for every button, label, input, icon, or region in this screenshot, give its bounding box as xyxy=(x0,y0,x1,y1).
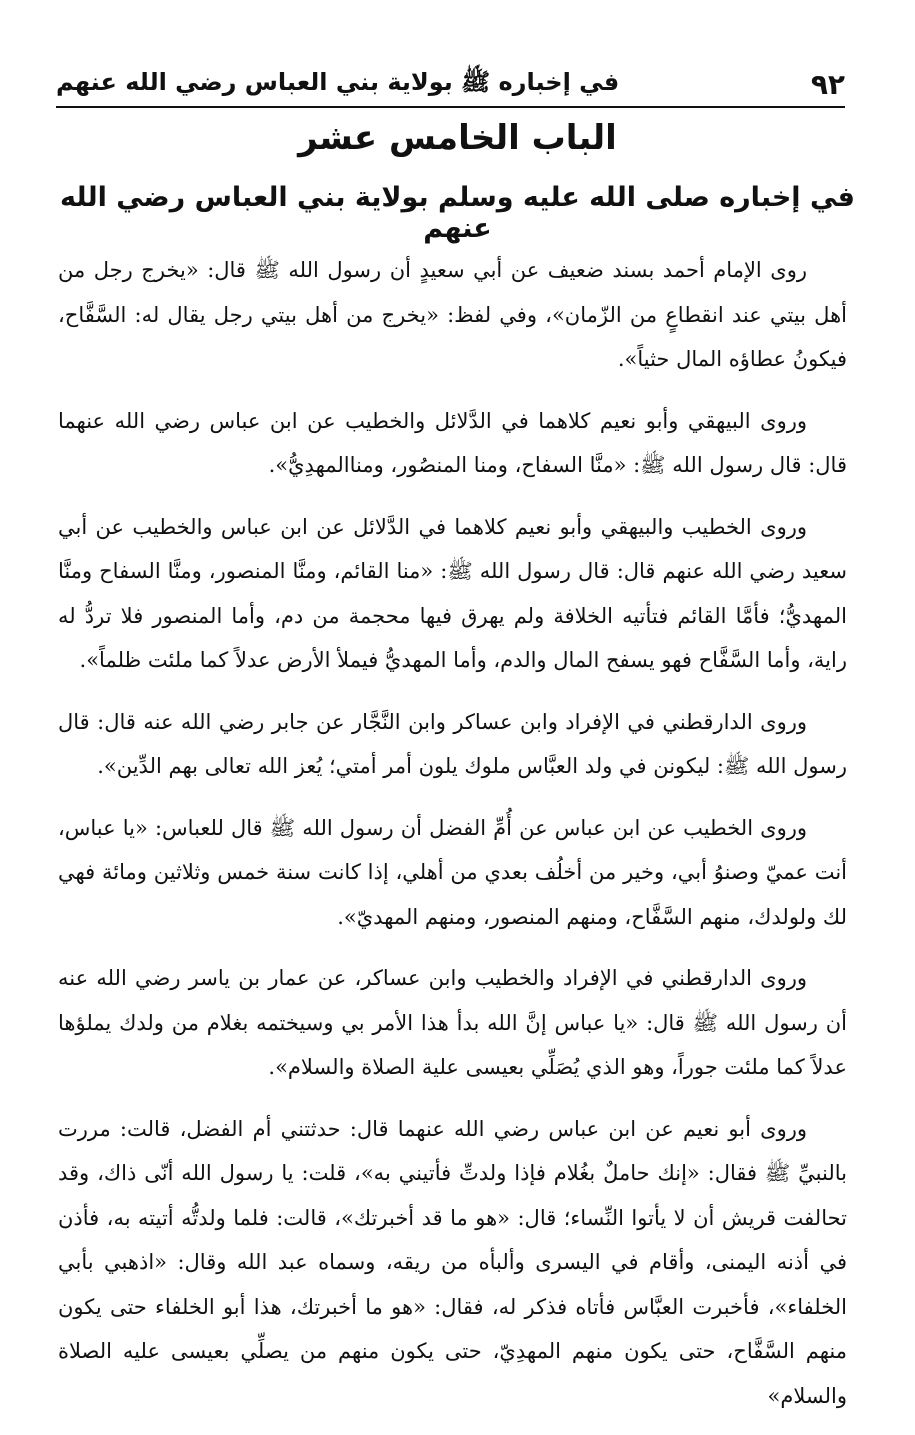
page-number: ٩٢ xyxy=(810,67,845,101)
paragraph: روى الإمام أحمد بسند ضعيف عن أبي سعيدٍ أن رسول الله ﷺ قال: «يخرج رجل من أهل بيتي عند انقطاعٍ من الزّمان»، وفي لفظ: «يخرج من أهل بيتي رجل يقال له: السَّفَّاح، فيكونُ عطاؤه المال حثياً». xyxy=(58,258,847,371)
body-text xyxy=(58,248,847,1435)
chapter-subtitle: في إخباره صلى الله عليه وسلم بولاية بني العباس رضي الله عنهم xyxy=(60,182,855,244)
chapter-title: الباب الخامس عشر xyxy=(298,118,617,158)
running-header xyxy=(56,62,845,108)
paragraph: وروى البيهقي وأبو نعيم كلاهما في الدَّلائل والخطيب عن ابن عباس رضي الله عنهما قال: قال رسول الله ﷺ: «منَّا السفاح، ومنا المنصُور، ومناالمهدِيُّ». xyxy=(58,408,847,477)
paragraph: وروى أبو نعيم عن ابن عباس رضي الله عنهما قال: حدثتني أم الفضل، قالت: مررت بالنبيِّ ﷺ فقال: «إنك حاملٌ بغُلام فإذا ولدتِّ فأتيني به»، قلت: يا رسول الله أنّى ذاك، وقد تحالفت قريش أن لا يأتوا النِّساء؛ قال: «هو ما قد أخبرتك»، قالت: فلما ولدتُّه أتيته به، فأذن في أذنه اليمنى، وأقام في اليسرى وألبأه من ريقه، وسماه عبد الله وقال: «اذهبي بأبي الخلفاء»، فأخبرت العبَّاس فأتاه فذكر له، فقال: «هو ما أخبرتك، هذا أبو الخلفاء حتى يكون منهم السَّفَّاح، حتى يكون منهم المهدِيّ، حتى يكون منهم من يصلِّي بعيسى عليه الصلاة والسلام» xyxy=(58,1116,847,1408)
paragraph: وروى الدارقطني في الإفراد والخطيب وابن عساكر، عن عمار بن ياسر رضي الله عنه أن رسول الله ﷺ قال: «يا عباس إنَّ الله بدأ هذا الأمر بي وسيختمه بغلام من ولدك يملؤها عدلاً كما ملئت جوراً، وهو الذي يُصَلِّي بعيسى علية الصلاة والسلام». xyxy=(58,966,847,1079)
paragraph: وروى الدارقطني في الإفراد وابن عساكر وابن النَّجَّار عن جابر رضي الله عنه قال: قال رسول الله ﷺ: ليكونن في ولد العبَّاس ملوك يلون أمر أمتي؛ يُعز الله تعالى بهم الدِّين». xyxy=(58,709,847,778)
running-title: في إخباره ﷺ بولاية بني العباس رضي الله عنهم xyxy=(56,67,620,96)
paragraph: وروى الخطيب عن ابن عباس عن أُمِّ الفضل أن رسول الله ﷺ قال للعباس: «يا عباس، أنت عميّ وصنوُ أبي، وخير من أخلُف بعدي من أهلي، إذا كانت سنة خمس وثلاثين ومائة فهي لك ولولدك، منهم السَّفَّاح، ومنهم المنصور، ومنهم المهديّ». xyxy=(58,815,847,929)
paragraph: وروى الخطيب والبيهقي وأبو نعيم كلاهما في الدَّلائل عن ابن عباس والخطيب عن أبي سعيد رضي الله عنهم قال: قال رسول الله ﷺ: «منا القائم، ومنَّا المنصور، ومنَّا السفاح ومنَّا المهديُّ؛ فأمَّا القائم فتأتيه الخلافة ولم يهرق فيها محجمة من دم، وأما المنصور فلا تردُّ له راية، وأما السَّفَّاح فهو يسفح المال والدم، وأما المهديُّ فيملأ الأرض عدلاً كما ملئت ظلماً». xyxy=(58,514,847,672)
